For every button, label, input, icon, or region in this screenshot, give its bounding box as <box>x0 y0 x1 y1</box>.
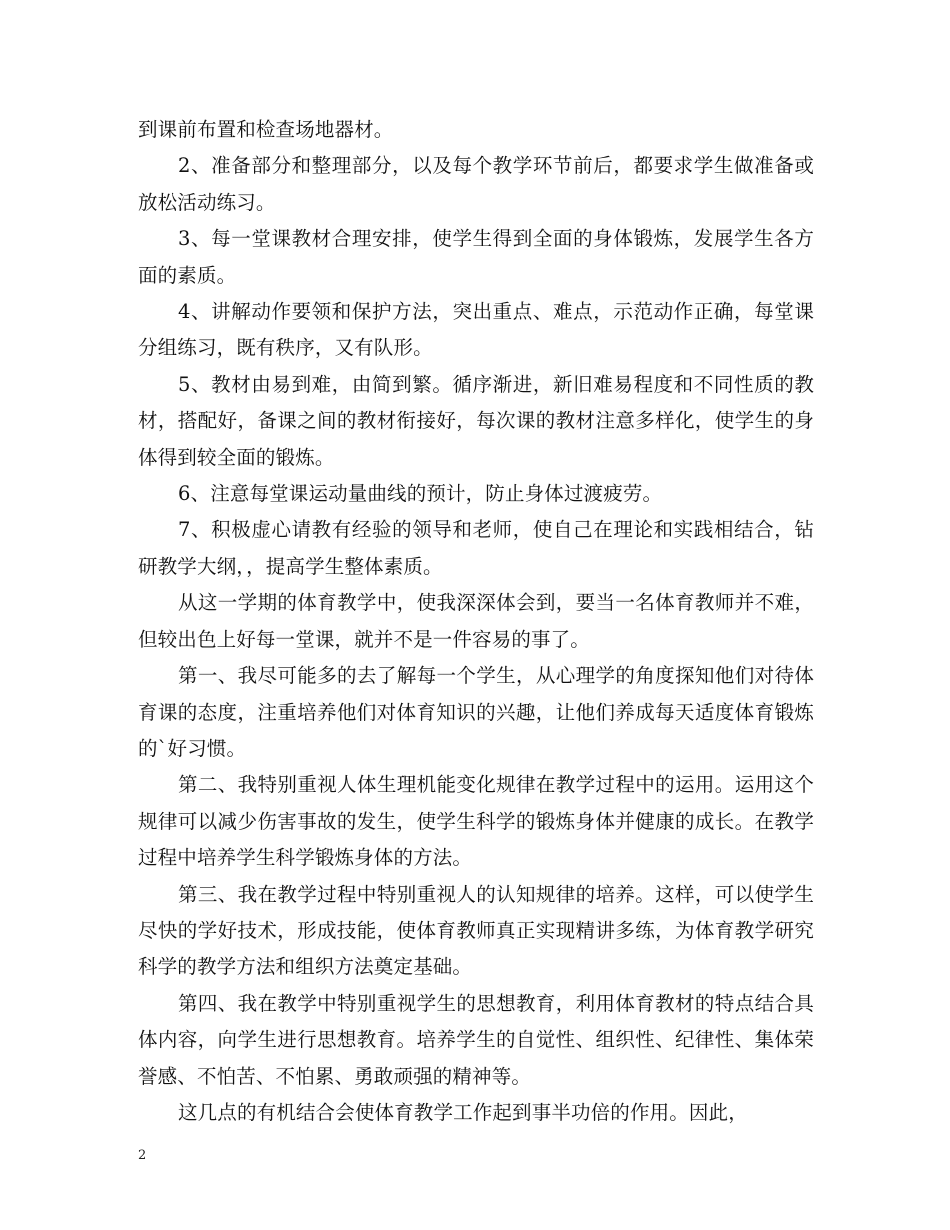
paragraph: 第三、我在教学过程中特别重视人的认知规律的培养。这样，可以使学生尽快的学好技术，形成技能，使体育教师真正实现精讲多练，为体育教学研究科学的教学方法和组织方法奠定基础。 <box>138 882 814 979</box>
page-number: 2 <box>138 1148 147 1163</box>
paragraph: 3、每一堂课教材合理安排，使学生得到全面的身体锻炼，发展学生各方面的素质。 <box>138 227 814 287</box>
paragraph: 从这一学期的体育教学中，使我深深体会到，要当一名体育教师并不难，但较出色上好每一堂课，就并不是一件容易的事了。 <box>138 591 814 651</box>
paragraph: 2、准备部分和整理部分，以及每个教学环节前后，都要求学生做准备或放松活动练习。 <box>138 154 814 214</box>
paragraph: 这几点的有机结合会使体育教学工作起到事半功倍的作用。因此， <box>178 1100 748 1124</box>
paragraph: 5、教材由易到难，由简到繁。循序渐进，新旧难易程度和不同性质的教材，搭配好，备课之间的教材衔接好，每次课的教材注意多样化，使学生的身体得到较全面的锻炼。 <box>138 372 814 469</box>
paragraph: 7、积极虚心请教有经验的领导和老师，使自己在理论和实践相结合，钻研教学大纲，，提高学生整体素质。 <box>138 518 814 578</box>
body-text <box>138 112 814 1131</box>
paragraph: 第四、我在教学中特别重视学生的思想教育，利用体育教材的特点结合具体内容，向学生进行思想教育。培养学生的自觉性、组织性、纪律性、集体荣誉感、不怕苦、不怕累、勇敢顽强的精神等。 <box>138 991 814 1088</box>
paragraph: 到课前布置和检查场地器材。 <box>138 118 394 141</box>
paragraph: 4、讲解动作要领和保护方法，突出重点、难点，示范动作正确，每堂课分组练习，既有秩序，又有队形。 <box>138 300 814 360</box>
paragraph: 第二、我特别重视人体生理机能变化规律在教学过程中的运用。运用这个规律可以减少伤害事故的发生，使学生科学的锻炼身体并健康的成长。在教学过程中培养学生科学锻炼身体的方法。 <box>138 773 814 870</box>
paragraph: 6、注意每堂课运动量曲线的预计，防止身体过渡疲劳。 <box>178 482 663 506</box>
paragraph: 第一、我尽可能多的去了解每一个学生，从心理学的角度探知他们对待体育课的态度，注重培养他们对体育知识的兴趣，让他们养成每天适度体育锻炼的`好习惯。 <box>138 664 814 760</box>
